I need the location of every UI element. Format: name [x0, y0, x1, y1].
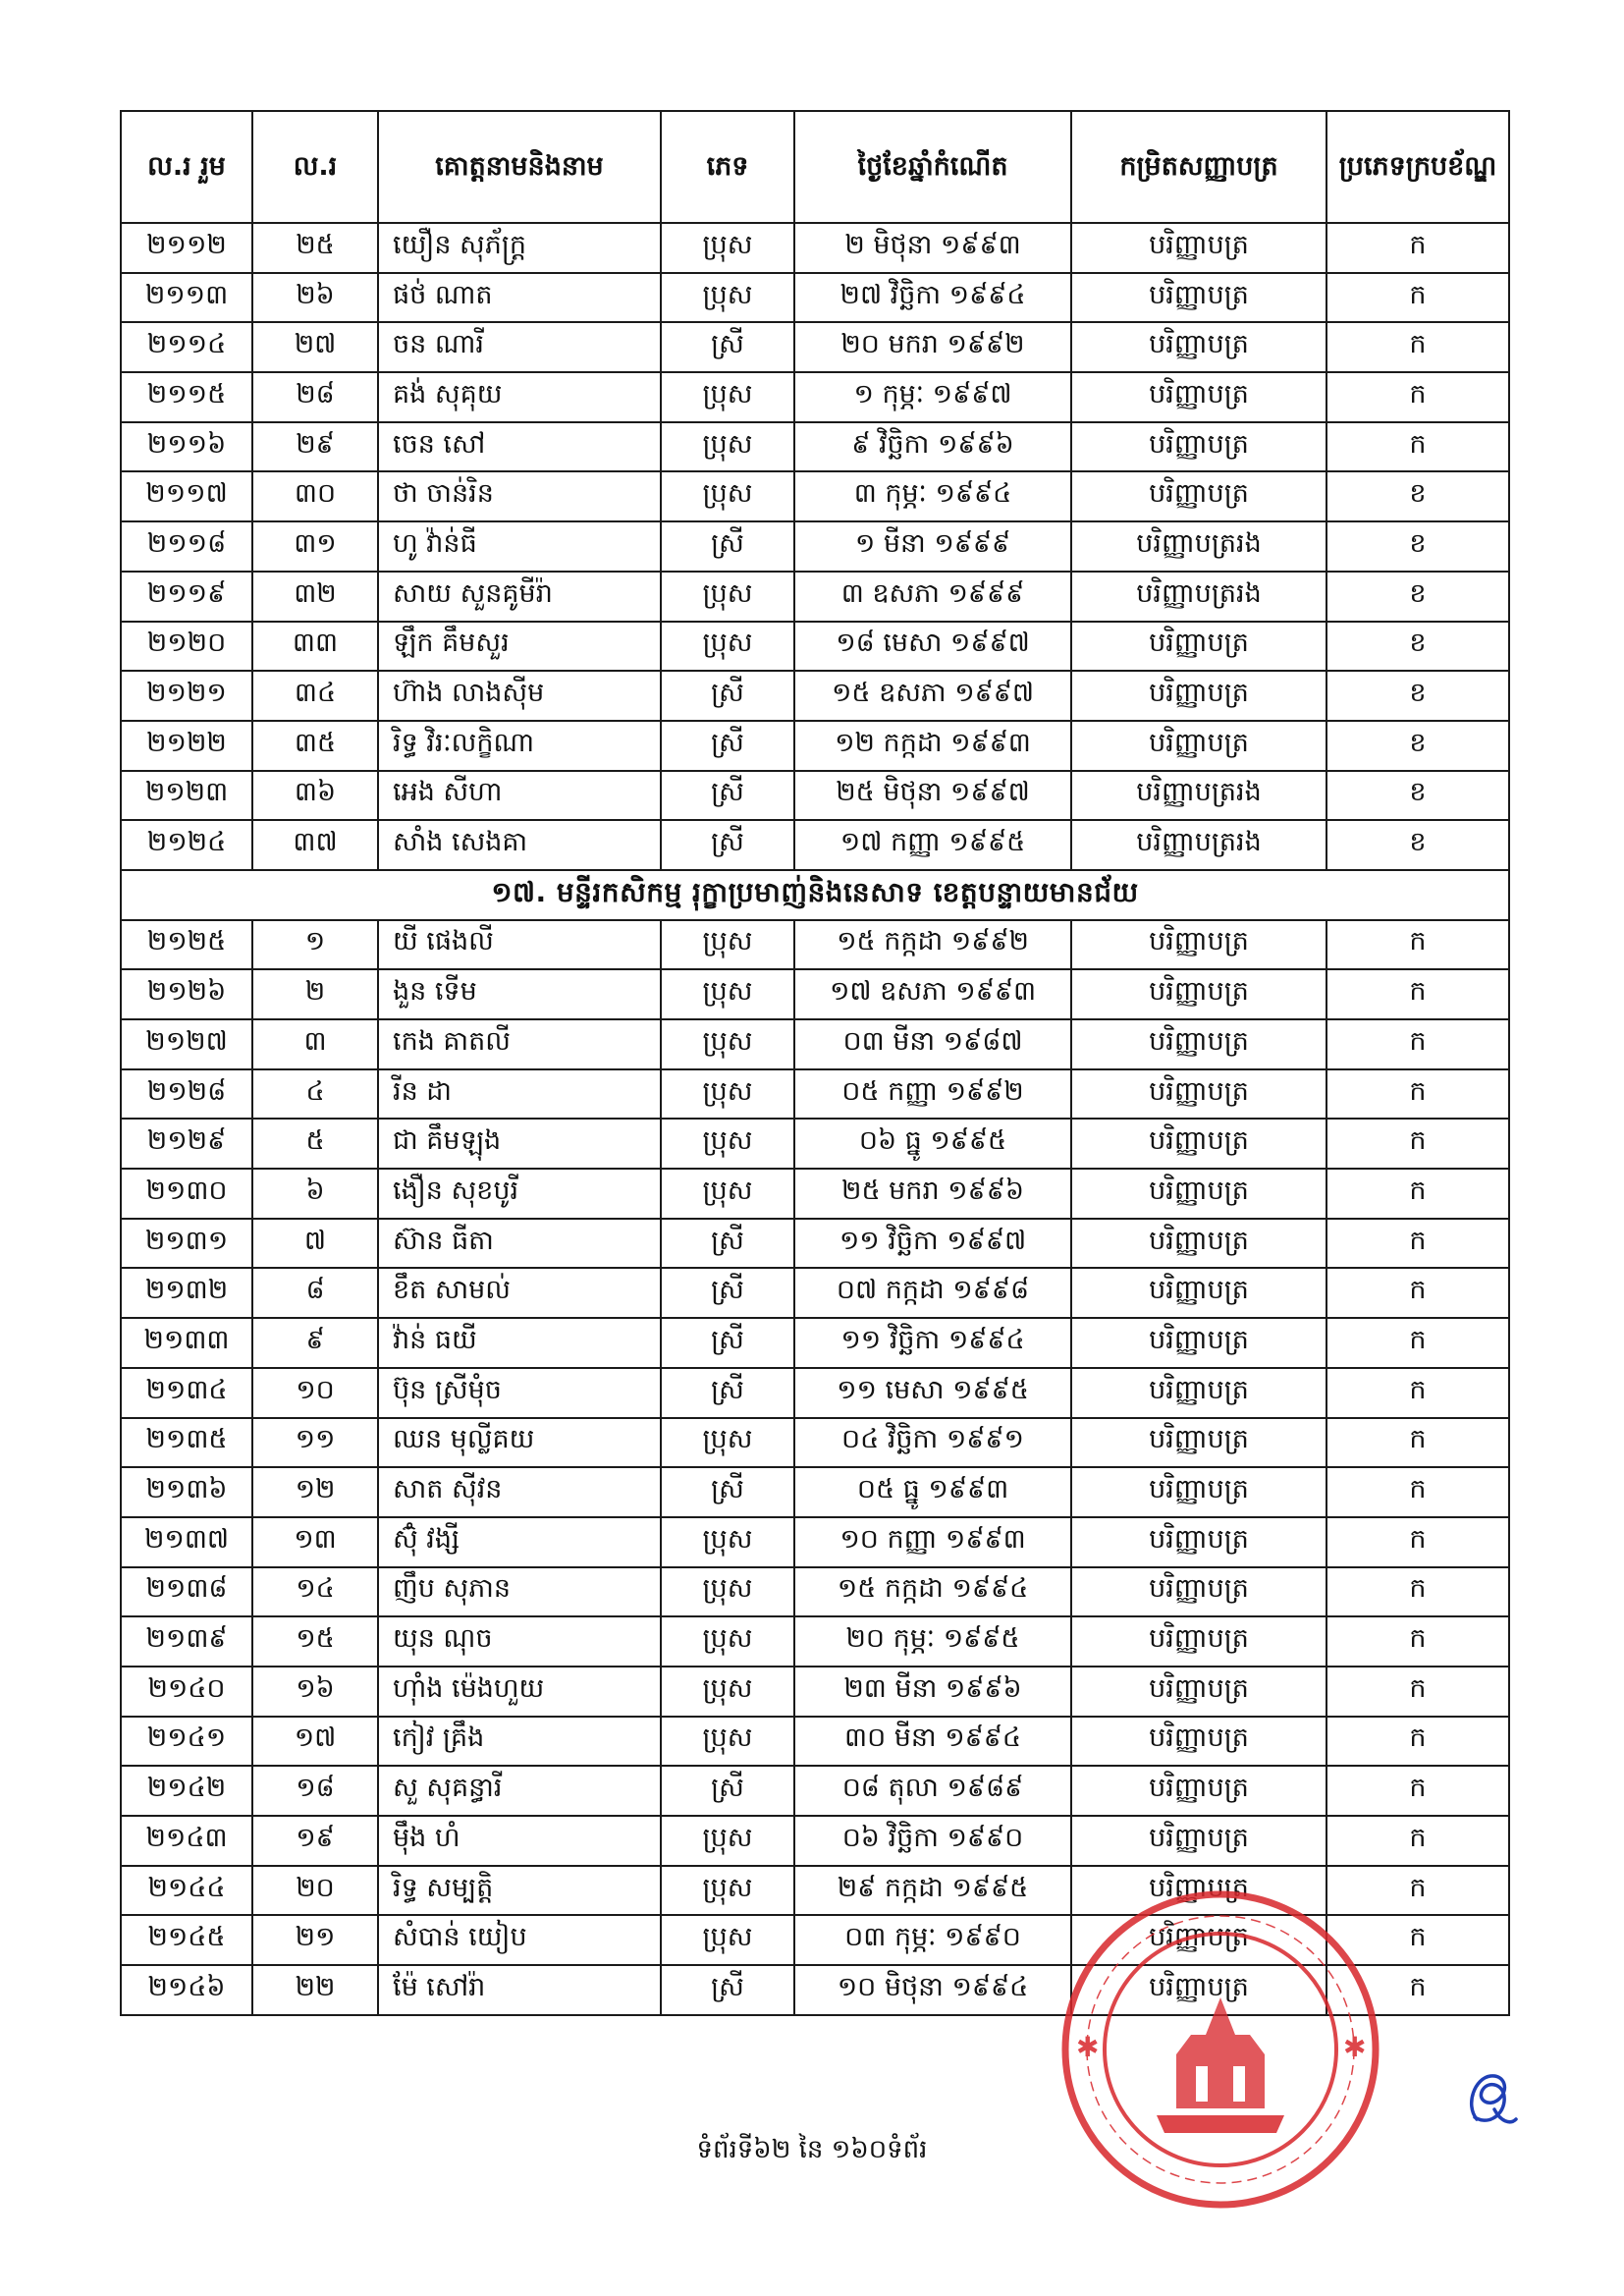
cell-category: ក	[1326, 1816, 1509, 1866]
cell-sex: ស្រី	[661, 1766, 794, 1816]
cell-degree: បរិញ្ញាបត្រ	[1071, 1219, 1326, 1269]
cell-dob: ១៨ មេសា ១៩៩៧	[794, 622, 1071, 672]
cell-no: ១២	[252, 1467, 378, 1517]
cell-name: ជា គឹមឡុង	[378, 1119, 661, 1169]
cell-dob: ០៣ មីនា ១៩៨៧	[794, 1019, 1071, 1069]
cell-category: ក	[1326, 920, 1509, 970]
cell-sex: ស្រី	[661, 1965, 794, 2015]
cell-sex: ប្រុស	[661, 471, 794, 521]
cell-sex: ស្រី	[661, 1467, 794, 1517]
cell-category: ក	[1326, 1119, 1509, 1169]
table-row	[121, 969, 1509, 1019]
cell-serial: ២១៤១	[121, 1717, 252, 1767]
table-row	[121, 1368, 1509, 1418]
section-title: ១៧. មន្ទីរកសិកម្ម រុក្ខាប្រមាញ់និងនេសាទ ខេត្តបន្ទាយមានជ័យ	[121, 870, 1509, 920]
cell-serial: ២១១៥	[121, 372, 252, 422]
cell-name: មុឹង ហំ	[378, 1816, 661, 1866]
cell-sex: ប្រុស	[661, 422, 794, 472]
cell-no: ៣៤	[252, 671, 378, 721]
cell-degree: បរិញ្ញាបត្រ	[1071, 1318, 1326, 1368]
table-row	[121, 223, 1509, 273]
cell-sex: ស្រី	[661, 820, 794, 870]
cell-serial: ២១២៣	[121, 771, 252, 821]
cell-sex: ប្រុស	[661, 1616, 794, 1667]
cell-sex: ស្រី	[661, 521, 794, 572]
cell-category: ក	[1326, 1965, 1509, 2015]
table-row	[121, 1069, 1509, 1120]
cell-sex: ប្រុស	[661, 223, 794, 273]
cell-degree: បរិញ្ញាបត្ររង	[1071, 771, 1326, 821]
cell-name: ងឿន សុខបូរី	[378, 1169, 661, 1219]
cell-degree: បរិញ្ញាបត្រ	[1071, 1119, 1326, 1169]
cell-name: សាត ស៊ីវន	[378, 1467, 661, 1517]
cell-dob: ១ មីនា ១៩៩៩	[794, 521, 1071, 572]
cell-dob: ០៣ កុម្ភៈ ១៩៩០	[794, 1915, 1071, 1965]
cell-sex: ស្រី	[661, 1268, 794, 1318]
cell-no: ២៦	[252, 273, 378, 323]
cell-dob: ២៥ មករា ១៩៩៦	[794, 1169, 1071, 1219]
cell-degree: បរិញ្ញាបត្រ	[1071, 1268, 1326, 1318]
table-row	[121, 422, 1509, 472]
cell-serial: ២១១៨	[121, 521, 252, 572]
cell-name: រីន ដា	[378, 1069, 661, 1120]
cell-sex: ប្រុស	[661, 969, 794, 1019]
cell-name: ឈន មុល្លីគយ	[378, 1418, 661, 1468]
cell-sex: ប្រុស	[661, 1866, 794, 1916]
cell-serial: ២១៤៤	[121, 1866, 252, 1916]
cell-degree: បរិញ្ញាបត្រ	[1071, 1019, 1326, 1069]
cell-dob: ១ កុម្ភៈ ១៩៩៧	[794, 372, 1071, 422]
cell-dob: ៣ កុម្ភៈ ១៩៩៤	[794, 471, 1071, 521]
cell-name: ញឹប សុភាន	[378, 1567, 661, 1617]
table-row	[121, 1268, 1509, 1318]
cell-sex: ប្រុស	[661, 1069, 794, 1120]
cell-dob: ២ មិថុនា ១៩៩៣	[794, 223, 1071, 273]
cell-no: ២៨	[252, 372, 378, 422]
cell-no: ៣១	[252, 521, 378, 572]
cell-dob: ១២ កក្កដា ១៩៩៣	[794, 721, 1071, 771]
table-row	[121, 920, 1509, 970]
cell-category: ក	[1326, 1019, 1509, 1069]
cell-name: ខឹត សាមល់	[378, 1268, 661, 1318]
cell-name: ងួន ទើម	[378, 969, 661, 1019]
table-row	[121, 521, 1509, 572]
cell-no: ១១	[252, 1418, 378, 1468]
cell-name: យឿន សុភ័ក្ត្រ	[378, 223, 661, 273]
cell-degree: បរិញ្ញាបត្រ	[1071, 1616, 1326, 1667]
cell-degree: បរិញ្ញាបត្រ	[1071, 671, 1326, 721]
cell-serial: ២១១៩	[121, 572, 252, 622]
cell-no: ៣០	[252, 471, 378, 521]
cell-name: ថា ចាន់រិន	[378, 471, 661, 521]
cell-degree: បរិញ្ញាបត្រ	[1071, 1816, 1326, 1866]
cell-degree: បរិញ្ញាបត្រ	[1071, 1467, 1326, 1517]
table-row	[121, 1467, 1509, 1517]
cell-serial: ២១៣០	[121, 1169, 252, 1219]
cell-name: សាំង សេងគា	[378, 820, 661, 870]
cell-degree: បរិញ្ញាបត្រ	[1071, 1418, 1326, 1468]
cell-dob: ២៧ វិច្ឆិកា ១៩៩៤	[794, 273, 1071, 323]
cell-degree: បរិញ្ញាបត្រ	[1071, 1567, 1326, 1617]
cell-dob: ០៦ ធ្នូ ១៩៩៥	[794, 1119, 1071, 1169]
table-row	[121, 572, 1509, 622]
cell-category: ក	[1326, 322, 1509, 372]
cell-sex: ប្រុស	[661, 1567, 794, 1617]
cell-serial: ២១២៦	[121, 969, 252, 1019]
cell-serial: ២១៣៨	[121, 1567, 252, 1617]
cell-dob: ០៤ វិច្ឆិកា ១៩៩១	[794, 1418, 1071, 1468]
cell-no: ៩	[252, 1318, 378, 1368]
cell-degree: បរិញ្ញាបត្ររង	[1071, 820, 1326, 870]
table-row	[121, 1318, 1509, 1368]
cell-category: ក	[1326, 1318, 1509, 1368]
cell-name: ចន ណារី	[378, 322, 661, 372]
cell-no: ១០	[252, 1368, 378, 1418]
cell-sex: ប្រុស	[661, 1915, 794, 1965]
table-row	[121, 322, 1509, 372]
cell-dob: ១៧ ឧសភា ១៩៩៣	[794, 969, 1071, 1019]
cell-no: ២	[252, 969, 378, 1019]
cell-serial: ២១៤៦	[121, 1965, 252, 2015]
table-row	[121, 1169, 1509, 1219]
cell-dob: ១០ មិថុនា ១៩៩៤	[794, 1965, 1071, 2015]
cell-category: ក	[1326, 1219, 1509, 1269]
cell-serial: ២១២៤	[121, 820, 252, 870]
cell-name: រិទ្ធ សម្បត្តិ	[378, 1866, 661, 1916]
cell-degree: បរិញ្ញាបត្រ	[1071, 1667, 1326, 1717]
table-body-bottom	[121, 920, 1509, 2015]
cell-dob: ០៥ ធ្នូ ១៩៩៣	[794, 1467, 1071, 1517]
cell-serial: ២១៣៥	[121, 1418, 252, 1468]
cell-no: ៤	[252, 1069, 378, 1120]
cell-dob: ២០ មករា ១៩៩២	[794, 322, 1071, 372]
cell-no: ២៥	[252, 223, 378, 273]
cell-no: ៦	[252, 1169, 378, 1219]
cell-name: ស៊ុំ វង្សី	[378, 1517, 661, 1567]
cell-category: ខ	[1326, 471, 1509, 521]
cell-sex: ប្រុស	[661, 1667, 794, 1717]
cell-dob: ១៥ ឧសភា ១៩៩៧	[794, 671, 1071, 721]
cell-degree: បរិញ្ញាបត្រ	[1071, 721, 1326, 771]
cell-serial: ២១២១	[121, 671, 252, 721]
table-row	[121, 1119, 1509, 1169]
cell-category: ក	[1326, 1567, 1509, 1617]
cell-sex: ស្រី	[661, 721, 794, 771]
cell-no: ២០	[252, 1866, 378, 1916]
table-row	[121, 1766, 1509, 1816]
cell-name: ស៊ាន ធីតា	[378, 1219, 661, 1269]
cell-serial: ២១៣១	[121, 1219, 252, 1269]
table-row	[121, 471, 1509, 521]
cell-serial: ២១២២	[121, 721, 252, 771]
cell-dob: ៩ វិច្ឆិកា ១៩៩៦	[794, 422, 1071, 472]
cell-dob: ២៣ មីនា ១៩៩៦	[794, 1667, 1071, 1717]
cell-category: ក	[1326, 1766, 1509, 1816]
cell-sex: ប្រុស	[661, 1119, 794, 1169]
cell-name: ចេន សៅ	[378, 422, 661, 472]
cell-category: ក	[1326, 422, 1509, 472]
cell-serial: ២១២៨	[121, 1069, 252, 1120]
cell-degree: បរិញ្ញាបត្រ	[1071, 223, 1326, 273]
cell-degree: បរិញ្ញាបត្រ	[1071, 273, 1326, 323]
cell-no: ១៧	[252, 1717, 378, 1767]
cell-degree: បរិញ្ញាបត្រ	[1071, 622, 1326, 672]
cell-sex: ស្រី	[661, 1318, 794, 1368]
cell-category: ក	[1326, 1717, 1509, 1767]
cell-dob: ០៨ តុលា ១៩៨៩	[794, 1766, 1071, 1816]
cell-sex: ប្រុស	[661, 273, 794, 323]
header-dob: ថ្ងៃខែឆ្នាំកំណើត	[794, 111, 1071, 223]
table-header-row	[121, 111, 1509, 223]
cell-no: ២៩	[252, 422, 378, 472]
cell-sex: ស្រី	[661, 1219, 794, 1269]
cell-dob: ១៧ កញ្ញា ១៩៩៥	[794, 820, 1071, 870]
cell-no: ២១	[252, 1915, 378, 1965]
cell-dob: ៣០ មីនា ១៩៩៤	[794, 1717, 1071, 1767]
table-row	[121, 372, 1509, 422]
page-footer: ទំព័រទី៦២ នៃ ១៦០ទំព័រ	[696, 2135, 928, 2164]
table-row	[121, 273, 1509, 323]
table-row	[121, 721, 1509, 771]
cell-sex: ប្រុស	[661, 372, 794, 422]
table-row	[121, 771, 1509, 821]
header-category: ប្រភេទក្របខ័ណ្ឌ	[1326, 111, 1509, 223]
cell-name: ម៉ែ សៅរ៉ា	[378, 1965, 661, 2015]
cell-serial: ២១២៥	[121, 920, 252, 970]
cell-dob: ១៥ កក្កដា ១៩៩៤	[794, 1567, 1071, 1617]
cell-category: ខ	[1326, 572, 1509, 622]
cell-name: កៀវ គ្រឹង	[378, 1717, 661, 1767]
cell-name: វ៉ាន់ ធយី	[378, 1318, 661, 1368]
cell-serial: ២១១៤	[121, 322, 252, 372]
cell-dob: ០៥ កញ្ញា ១៩៩២	[794, 1069, 1071, 1120]
cell-category: ក	[1326, 1517, 1509, 1567]
cell-degree: បរិញ្ញាបត្រ	[1071, 1169, 1326, 1219]
cell-no: ១៩	[252, 1816, 378, 1866]
cell-degree: បរិញ្ញាបត្រ	[1071, 1965, 1326, 2015]
svg-text:✱: ✱	[1343, 2031, 1367, 2063]
cell-no: ១៤	[252, 1567, 378, 1617]
cell-sex: ប្រុស	[661, 1816, 794, 1866]
cell-name: សំបាន់ យៀប	[378, 1915, 661, 1965]
cell-degree: បរិញ្ញាបត្រ	[1071, 372, 1326, 422]
table-body-top	[121, 223, 1509, 870]
cell-dob: ២០ កុម្ភៈ ១៩៩៥	[794, 1616, 1071, 1667]
cell-degree: បរិញ្ញាបត្ររង	[1071, 521, 1326, 572]
cell-sex: ប្រុស	[661, 1517, 794, 1567]
cell-degree: បរិញ្ញាបត្រ	[1071, 422, 1326, 472]
cell-category: ខ	[1326, 622, 1509, 672]
cell-dob: ២៥ មិថុនា ១៩៩៧	[794, 771, 1071, 821]
cell-sex: ប្រុស	[661, 1169, 794, 1219]
cell-sex: ស្រី	[661, 671, 794, 721]
cell-no: ៣២	[252, 572, 378, 622]
table-row	[121, 1667, 1509, 1717]
cell-name: យី ផេងលី	[378, 920, 661, 970]
cell-serial: ២១២០	[121, 622, 252, 672]
cell-sex: ស្រី	[661, 771, 794, 821]
cell-category: ខ	[1326, 721, 1509, 771]
table-row	[121, 1219, 1509, 1269]
table-row	[121, 1616, 1509, 1667]
cell-no: ២៧	[252, 322, 378, 372]
cell-no: ៣៦	[252, 771, 378, 821]
cell-serial: ២១១៣	[121, 273, 252, 323]
cell-category: ក	[1326, 1368, 1509, 1418]
cell-dob: ៣ ឧសភា ១៩៩៩	[794, 572, 1071, 622]
cell-sex: ប្រុស	[661, 1418, 794, 1468]
cell-sex: ប្រុស	[661, 622, 794, 672]
cell-category: ខ	[1326, 771, 1509, 821]
cell-dob: ០៧ កក្កដា ១៩៩៨	[794, 1268, 1071, 1318]
cell-no: ៧	[252, 1219, 378, 1269]
cell-name: ហ៊ាំង ម៉េងហួយ	[378, 1667, 661, 1717]
cell-serial: ២១១២	[121, 223, 252, 273]
cell-serial: ២១៤២	[121, 1766, 252, 1816]
handwritten-signature	[1455, 2060, 1524, 2139]
cell-sex: ប្រុស	[661, 1019, 794, 1069]
cell-serial: ២១១៦	[121, 422, 252, 472]
header-name: គោត្តនាមនិងនាម	[378, 111, 661, 223]
table-row	[121, 1019, 1509, 1069]
cell-sex: ប្រុស	[661, 572, 794, 622]
cell-category: ខ	[1326, 820, 1509, 870]
cell-sex: ស្រី	[661, 1368, 794, 1418]
cell-degree: បរិញ្ញាបត្រ	[1071, 1766, 1326, 1816]
cell-sex: ប្រុស	[661, 1717, 794, 1767]
cell-no: ៣៣	[252, 622, 378, 672]
cell-category: ក	[1326, 372, 1509, 422]
cell-category: ក	[1326, 1169, 1509, 1219]
cell-name: ប៊ុន ស្រីមុំច	[378, 1368, 661, 1418]
section-row	[121, 870, 1509, 920]
cell-serial: ២១២៧	[121, 1019, 252, 1069]
cell-name: ហូ វ៉ាន់ធី	[378, 521, 661, 572]
table-row	[121, 820, 1509, 870]
cell-no: ១	[252, 920, 378, 970]
cell-name: ផថ់ ណាត	[378, 273, 661, 323]
table-section	[121, 870, 1509, 920]
cell-no: ១៣	[252, 1517, 378, 1567]
cell-serial: ២១១៧	[121, 471, 252, 521]
table-row	[121, 1717, 1509, 1767]
cell-dob: ១១ វិច្ឆិកា ១៩៩៧	[794, 1219, 1071, 1269]
cell-degree: បរិញ្ញាបត្រ	[1071, 322, 1326, 372]
cell-category: ក	[1326, 1866, 1509, 1916]
cell-degree: បរិញ្ញាបត្រ	[1071, 1517, 1326, 1567]
cell-no: ៣៥	[252, 721, 378, 771]
table-row	[121, 1816, 1509, 1866]
cell-name: យុន ណុច	[378, 1616, 661, 1667]
cell-degree: បរិញ្ញាបត្ររង	[1071, 572, 1326, 622]
cell-serial: ២១៣៣	[121, 1318, 252, 1368]
table-row	[121, 1567, 1509, 1617]
cell-category: ក	[1326, 1616, 1509, 1667]
cell-category: ក	[1326, 969, 1509, 1019]
cell-category: ខ	[1326, 671, 1509, 721]
cell-degree: បរិញ្ញាបត្រ	[1071, 1368, 1326, 1418]
cell-dob: ០៦ វិច្ឆិកា ១៩៩០	[794, 1816, 1071, 1866]
header-serial: ល.រ រួម	[121, 111, 252, 223]
cell-serial: ២១៤៥	[121, 1915, 252, 1965]
cell-serial: ២១៤០	[121, 1667, 252, 1717]
table-row	[121, 622, 1509, 672]
cell-degree: បរិញ្ញាបត្រ	[1071, 920, 1326, 970]
cell-no: ៣	[252, 1019, 378, 1069]
cell-no: ១៥	[252, 1616, 378, 1667]
cell-category: ក	[1326, 1069, 1509, 1120]
cell-sex: ប្រុស	[661, 920, 794, 970]
cell-degree: បរិញ្ញាបត្រ	[1071, 1915, 1326, 1965]
cell-serial: ២១៣៩	[121, 1616, 252, 1667]
cell-degree: បរិញ្ញាបត្រ	[1071, 969, 1326, 1019]
cell-category: ក	[1326, 1667, 1509, 1717]
cell-name: ឡឹក គឹមសួរ	[378, 622, 661, 672]
cell-no: ៥	[252, 1119, 378, 1169]
cell-serial: ២១៣៦	[121, 1467, 252, 1517]
cell-dob: ១១ វិច្ឆិកា ១៩៩៤	[794, 1318, 1071, 1368]
cell-dob: ២៩ កក្កដា ១៩៩៥	[794, 1866, 1071, 1916]
cell-category: ក	[1326, 1915, 1509, 1965]
cell-degree: បរិញ្ញាបត្រ	[1071, 1717, 1326, 1767]
cell-no: ១៨	[252, 1766, 378, 1816]
cell-name: សាយ សួនគូមីរ៉ា	[378, 572, 661, 622]
cell-category: ក	[1326, 1418, 1509, 1468]
cell-category: ក	[1326, 1268, 1509, 1318]
cell-category: ក	[1326, 223, 1509, 273]
cell-no: ៨	[252, 1268, 378, 1318]
header-degree: កម្រិតសញ្ញាបត្រ	[1071, 111, 1326, 223]
cell-category: ក	[1326, 273, 1509, 323]
cell-name: ហ៊ាង លាងស៊ីម	[378, 671, 661, 721]
cell-name: សួ សុគន្ធារី	[378, 1766, 661, 1816]
cell-name: គង់ សុគុយ	[378, 372, 661, 422]
cell-serial: ២១៤៣	[121, 1816, 252, 1866]
header-sex: ភេទ	[661, 111, 794, 223]
cell-dob: ១១ មេសា ១៩៩៥	[794, 1368, 1071, 1418]
cell-no: ២២	[252, 1965, 378, 2015]
cell-serial: ២១៣២	[121, 1268, 252, 1318]
cell-serial: ២១២៩	[121, 1119, 252, 1169]
cell-no: ៣៧	[252, 820, 378, 870]
cell-degree: បរិញ្ញាបត្រ	[1071, 1069, 1326, 1120]
cell-category: ខ	[1326, 521, 1509, 572]
cell-name: រិទ្ធ វិរៈលក្ខិណា	[378, 721, 661, 771]
header-no: ល.រ	[252, 111, 378, 223]
cell-sex: ស្រី	[661, 322, 794, 372]
candidate-table	[120, 110, 1510, 2016]
cell-serial: ២១៣៧	[121, 1517, 252, 1567]
cell-serial: ២១៣៤	[121, 1368, 252, 1418]
cell-dob: ១៥ កក្កដា ១៩៩២	[794, 920, 1071, 970]
cell-category: ក	[1326, 1467, 1509, 1517]
table-row	[121, 1418, 1509, 1468]
table-row	[121, 671, 1509, 721]
svg-text:✱: ✱	[1076, 2031, 1100, 2063]
cell-name: កេង គាតលី	[378, 1019, 661, 1069]
cell-degree: បរិញ្ញាបត្រ	[1071, 471, 1326, 521]
cell-degree: បរិញ្ញាបត្រ	[1071, 1866, 1326, 1916]
cell-no: ១៦	[252, 1667, 378, 1717]
cell-name: អេង សីហា	[378, 771, 661, 821]
table-row	[121, 1517, 1509, 1567]
cell-dob: ១០ កញ្ញា ១៩៩៣	[794, 1517, 1071, 1567]
